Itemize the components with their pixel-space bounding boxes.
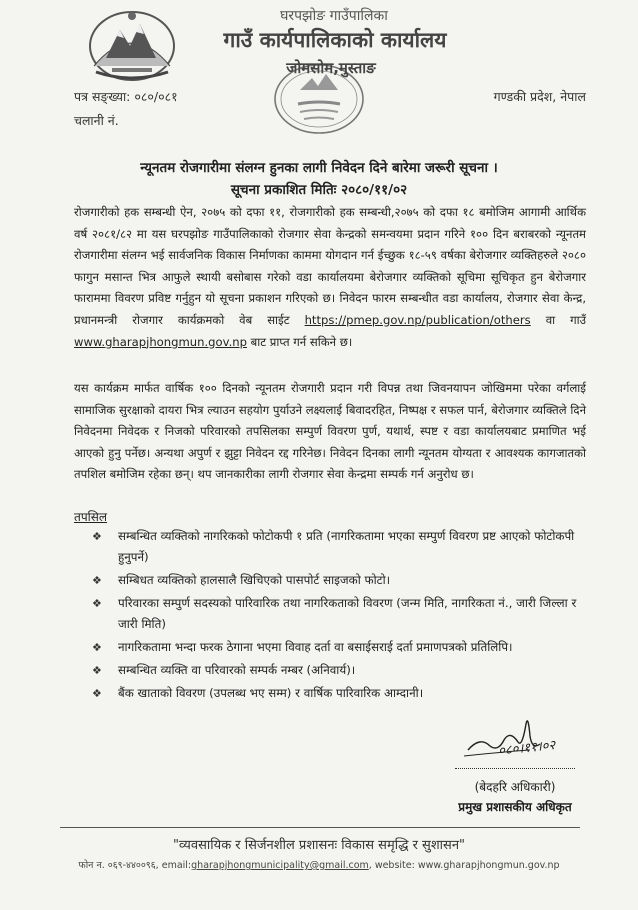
province: गण्डकी प्रदेश, नेपाल: [493, 89, 586, 104]
diamond-bullet-icon: ❖: [92, 687, 102, 700]
footer-divider: [60, 827, 580, 828]
municipality-name: घरपझोङ गाउँपालिका: [280, 8, 388, 24]
signatory-title: प्रमुख प्रशासकीय अधिकृत: [458, 800, 572, 814]
office-name: गाउँ कार्यपालिकाको कार्यालय: [223, 28, 447, 52]
dispatch-number: चलानी नं.: [74, 113, 119, 128]
diamond-bullet-icon: ❖: [92, 641, 102, 654]
notice-paragraph-1: रोजगारीको हक सम्बन्धी ऐन, २०७५ को दफा ११, रोजगारीको हक सम्बन्धी,२०७५ को दफा १८ बमोजिम आगामी आर्थिक वर्ष २०८१/८२ मा यस घरपझोङ गाउँपालिकाको रोजगार सेवा केन्द्रको समन्वयमा प्रदान गरिने १०० दिन बराबरको न्यूनतम रोजगारीमा संलग्न भई सार्वजनिक विकास निर्माणका काममा योगदान गर्न ईच्छुक १८-५९ वर्षका बेरोजगार व्यक्तिहरुले २०८० फागुन मसान्त भित्र आफुले स्थायी बसोबास गरेको वडा कार्यालयमा बेरोजगार व्यक्तिको सूचिमा सूचिकृत हुन बेरोजगार फाराममा विवरण प्रविष्ट गर्नुहुन यो सूचना प्रकाशन गरिएको छ। निवेदन फारम सम्बन्धीत वडा कार्यालय, रोजगार सेवा केन्द्र, प्रधानमन्त्री रोजगार कार्यक्रमको वेब साईट https://pmep.gov.np/publication/others वा गाउँ www.gharapjhongmun.gov.np बाट प्राप्त गर्न सकिने छ।: [74, 205, 586, 349]
list-item: ❖ सम्बिधत व्यक्तिको हालसालै खिचिएको पासपोर्ट साइजको फोटो।: [92, 570, 582, 591]
diamond-bullet-icon: ❖: [92, 664, 102, 677]
office-location: जोमसोम,मुस्ताङ: [286, 59, 376, 77]
footer-website[interactable]: www.gharapjhongmun.gov.np: [417, 860, 560, 871]
letter-number: पत्र सङ्ख्या: ०८०/०८१: [74, 89, 178, 104]
details-heading: तपसिल: [74, 510, 108, 524]
footer-motto: "व्यवसायिक र सिर्जनशील प्रशासनः विकास समृद्धि र सुशासन": [172, 838, 466, 853]
list-item: ❖ परिवारका सम्पुर्ण सदस्यको पारिवारिक तथा नागरिकताको विवरण (जन्म मिति, नागरिकता नं., जारी जिल्ला र जारी मिति): [92, 593, 582, 635]
list-item: ❖ बैंक खाताको विवरण (उपलब्ध भए सम्म) र वार्षिक पारिवारिक आम्दानी।: [92, 683, 582, 704]
list-item: ❖ सम्बन्धित व्यक्तिको नागरिकको फोटोकपी १ प्रति (नागरिकतामा भएका सम्पुर्ण विवरण प्रष्ट आएको फोटोकपी हुनुपर्ने): [92, 526, 582, 568]
pmep-link[interactable]: https://pmep.gov.np/publication/others: [304, 312, 531, 327]
diamond-bullet-icon: ❖: [92, 574, 102, 587]
municipality-website-link[interactable]: www.gharapjhongmun.gov.np: [74, 334, 247, 349]
requirements-list: [92, 526, 582, 706]
signatory-name: (बेदहरि अधिकारी): [474, 780, 556, 794]
footer-phone: फोन न. ०६९-४४००९६,: [78, 860, 159, 871]
list-item: ❖ नागरिकतामा भन्दा फरक ठेगाना भएमा विवाह दर्ता वा बसाईसराई दर्ता प्रमाणपत्रको प्रतिलिपि।: [92, 637, 582, 658]
notice-paragraph-2: यस कार्यक्रम मार्फत वार्षिक १०० दिनको न्यूनतम रोजगारी प्रदान गरी विपन्न तथा जिवनयापन जोखिममा परेका वर्गलाई सामाजिक सुरक्षाको दायरा भित्र ल्याउन सहयोग पुर्याउने लक्ष्यलाई बिवादरहित, निष्पक्ष र सफल पार्न, बेरोजगार व्यक्तिले दिने निवेदनमा निवेदक र निजको परिवारको तपसिलका सम्पुर्ण विवरण पुर्ण, यथार्थ, स्पष्ट र वडा कार्यालयबाट प्रमाणित भई आएको हुनु पर्नेछ। अन्यथा अपुर्ण र झुट्टा निवेदन रद्द गरिनेछ। निवेदन दिनका लागी न्यूनतम योग्यता र आवश्यक कागजातको तपशिल बमोजिम रहेका छन्। थप जानकारीका लागी रोजगार सेवा केन्द्रमा सम्पर्क गर्न अनुरोध छ।: [74, 381, 586, 482]
handwritten-signature: [460, 706, 580, 766]
diamond-bullet-icon: ❖: [92, 530, 102, 543]
notice-published-date: सूचना प्रकाशित मितिः २०८०/११/०२: [230, 182, 408, 198]
diamond-bullet-icon: ❖: [92, 597, 102, 610]
handwritten-date: ०८०।११।०२: [497, 738, 556, 759]
signature-line: [455, 768, 575, 769]
footer-email-link[interactable]: gharapjhongmunicipality@gmail.com: [191, 860, 369, 871]
notice-subject: न्यूनतम रोजगारीमा संलग्न हुनका लागी निवेदन दिने बारेमा जरूरी सूचना ।: [140, 160, 498, 176]
footer-contact: फोन न. ०६९-४४००९६, email:gharapjhongmunicipality@gmail.com, website: www.gharapjhongmun.gov.np: [78, 860, 560, 871]
list-item: ❖ सम्बन्धित व्यक्ति वा परिवारको सम्पर्क नम्बर (अनिवार्य)।: [92, 660, 582, 681]
